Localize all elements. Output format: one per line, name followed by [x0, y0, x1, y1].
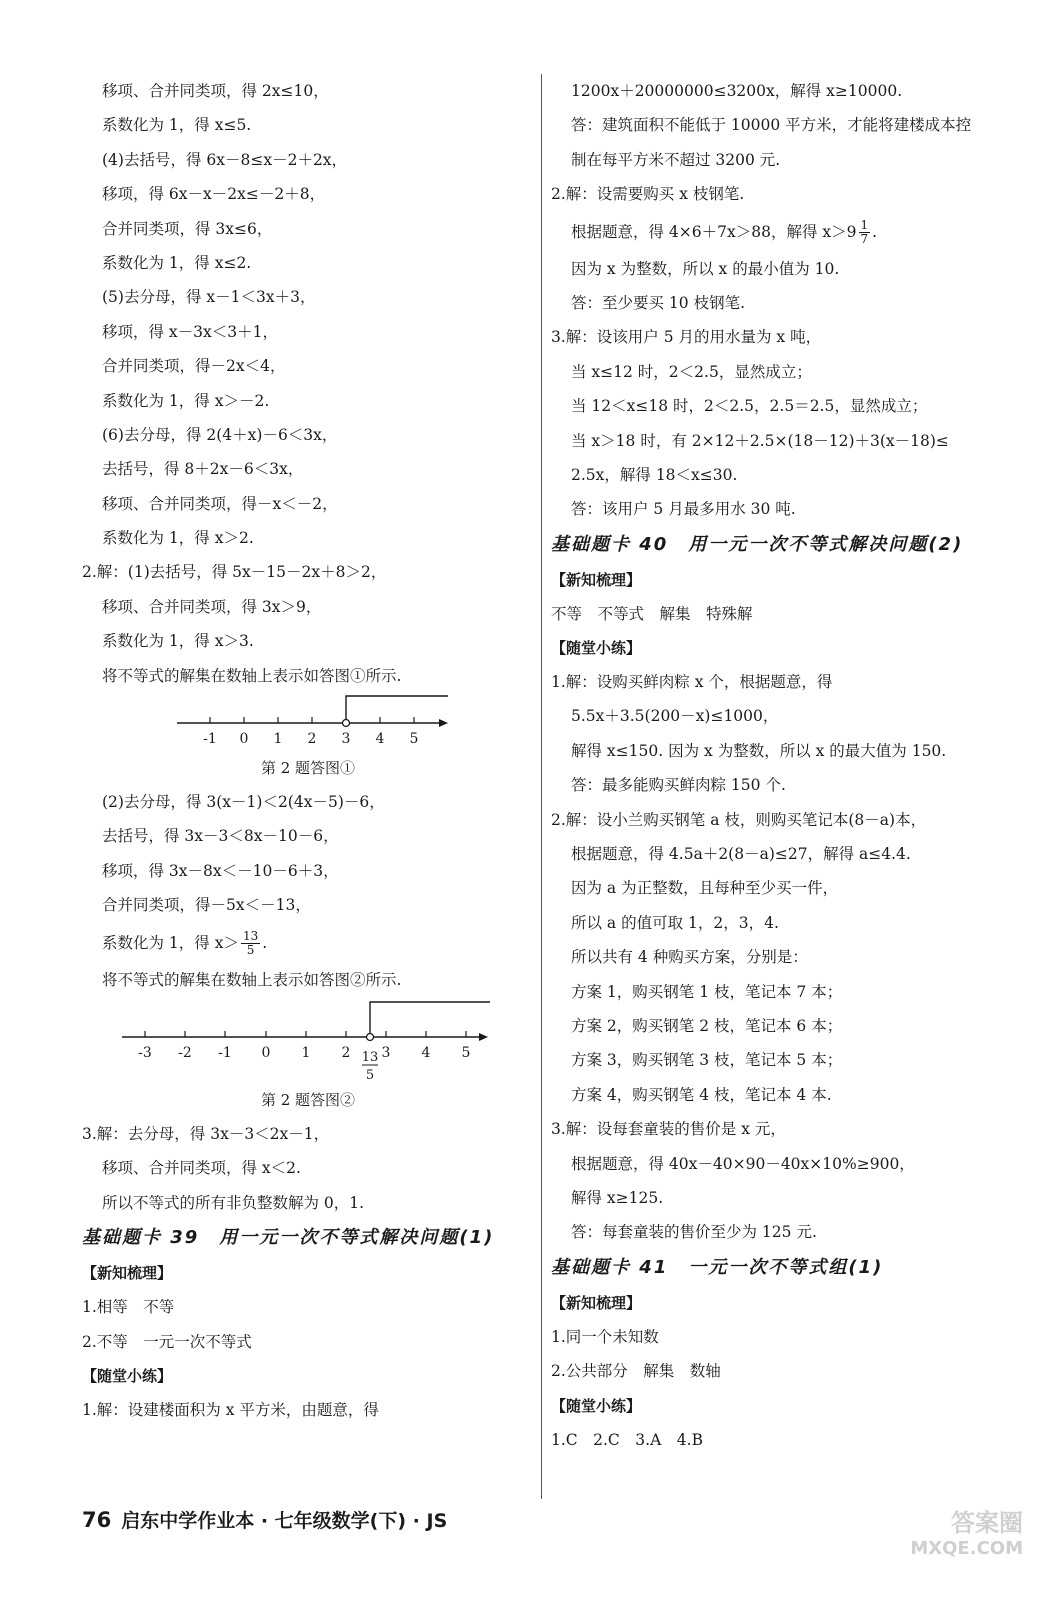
- text-line: 制在每平方米不超过 3200 元.: [571, 150, 781, 169]
- question-line: 3.解：设每套童装的售价是 x 元，: [551, 1120, 786, 1139]
- subsection-label: 【新知梳理】: [82, 1264, 173, 1283]
- section-heading-41: 基础题卡 41 一元一次不等式组(1): [551, 1256, 884, 1278]
- text-line: 1.C 2.C 3.A 4.B: [551, 1430, 703, 1449]
- text-line: 2.公共部分 解集 数轴: [551, 1362, 721, 1381]
- tick-label: 1: [301, 1044, 311, 1061]
- subsection-label: 【随堂小练】: [551, 1396, 642, 1415]
- text-line: 移项、合并同类项，得 3x＞9，: [102, 597, 322, 616]
- open-endpoint-icon: [343, 720, 350, 727]
- text-line: 根据题意，得 40x－40×90－40x×10%≥900，: [571, 1154, 915, 1173]
- fraction-prefix: 系数化为 1，得 x＞: [102, 933, 239, 952]
- text-line: 移项、合并同类项，得 x＜2.: [102, 1159, 301, 1178]
- fraction: [241, 930, 260, 957]
- tick-label: 4: [375, 731, 385, 748]
- watermark-logo: [910, 1510, 1023, 1562]
- left-q2b: [82, 785, 534, 997]
- tick-label: 3: [381, 1044, 391, 1061]
- text-line: 1.相等 不等: [82, 1298, 175, 1317]
- tick-label: 3: [341, 731, 351, 748]
- text-line: 当 x≤12 时，2＜2.5，显然成立；: [571, 362, 812, 381]
- text-line: 系数化为 1，得 x≤2.: [102, 253, 252, 272]
- text-line: 当 12＜x≤18 时，2＜2.5，2.5＝2.5，显然成立；: [571, 397, 928, 416]
- fraction-suffix: .: [872, 222, 878, 241]
- watermark-url: MXQE.COM: [910, 1538, 1023, 1559]
- tick-marks: [145, 1031, 466, 1037]
- text-line: 答：最多能购买鲜肉粽 150 个.: [571, 776, 786, 795]
- text-line: (4)去括号，得 6x－8≤x－2＋2x，: [102, 150, 348, 169]
- fraction-prefix: 根据题意，得 4×6＋7x＞88，解得 x＞9: [571, 222, 857, 241]
- fraction-line: [551, 212, 1021, 252]
- text-line: 将不等式的解集在数轴上表示如答图②所示.: [102, 970, 402, 989]
- text-line: 移项，得 3x－8x＜－10－6＋3，: [102, 861, 339, 880]
- watermark-text: 答案圈: [951, 1509, 1023, 1537]
- fraction-line: [82, 923, 534, 963]
- question-line: 1.解：设购买鲜肉粽 x 个，根据题意，得: [551, 673, 833, 692]
- fraction: [859, 219, 871, 246]
- tick-label: -1: [203, 731, 217, 748]
- text-line: 去括号，得 8＋2x－6＜3x，: [102, 460, 304, 479]
- tick-label: 0: [261, 1044, 271, 1061]
- tick-label: 5: [409, 731, 419, 748]
- page-footer: [82, 1506, 447, 1533]
- book-title: 启东中学作业本 · 七年级数学(下) · JS: [121, 1510, 448, 1532]
- text-line: 所以 a 的值可取 1，2，3，4.: [571, 913, 779, 932]
- text-line: 方案 3，购买钢笔 3 枝，笔记本 5 本；: [571, 1051, 843, 1070]
- text-line: 合并同类项，得－5x＜－13，: [102, 896, 311, 915]
- text-line: 答：该用户 5 月最多用水 30 吨.: [571, 500, 796, 519]
- text-line: 5.5x＋3.5(200－x)≤1000，: [571, 707, 779, 726]
- question-line: 2.解：(1)去括号，得 5x－15－2x＋8＞2，: [82, 563, 387, 582]
- text-line: 1200x＋20000000≤3200x，解得 x≥10000.: [571, 82, 903, 100]
- text-line: 答：至少要买 10 枝钢笔.: [571, 293, 746, 312]
- text-line: (5)去分母，得 x－1＜3x＋3，: [102, 288, 316, 307]
- text-line: 移项，得 x－3x＜3＋1，: [102, 322, 278, 341]
- fraction-numerator: 13: [242, 929, 259, 944]
- section-heading-40: 基础题卡 40 用一元一次不等式解决问题(2): [551, 533, 964, 555]
- text-line: 当 x＞18 时，有 2×12＋2.5×(18－12)＋3(x－18)≤: [571, 431, 949, 450]
- subsection-label: 【随堂小练】: [82, 1366, 173, 1385]
- question-line: 2.解：设小兰购买钢笔 a 枝，则购买笔记本(8－a)本，: [551, 810, 927, 829]
- fraction-suffix: .: [262, 933, 268, 952]
- left-block-a: [82, 74, 534, 555]
- tick-marks: [210, 717, 414, 723]
- text-line: 将不等式的解集在数轴上表示如答图①所示.: [102, 666, 402, 685]
- text-line: 方案 1，购买钢笔 1 枝，笔记本 7 本；: [571, 982, 843, 1001]
- text-line: 2.5x，解得 18＜x≤30.: [571, 465, 738, 484]
- text-line: 解得 x≥125.: [571, 1188, 664, 1207]
- solution-ray: [370, 1002, 490, 1037]
- text-line: 因为 x 为整数，所以 x 的最小值为 10.: [571, 259, 840, 278]
- question-line: 3.解：去分母，得 3x－3＜2x－1，: [82, 1124, 330, 1143]
- text-line: 不等 不等式 解集 特殊解: [551, 604, 753, 623]
- text-line: 解得 x≤150. 因为 x 为整数，所以 x 的最大值为 150.: [571, 741, 947, 760]
- axis-arrow-icon: [479, 1033, 488, 1041]
- tick-label: -1: [218, 1044, 232, 1061]
- text-line: (6)去分母，得 2(4＋x)－6＜3x，: [102, 425, 338, 444]
- text-line: 移项、合并同类项，得－x＜－2，: [102, 494, 338, 513]
- right-column: [551, 74, 1021, 1457]
- text-line: 答：建筑面积不能低于 10000 平方米，才能将建楼成本控: [571, 116, 972, 135]
- fraction-denominator: 7: [860, 232, 869, 247]
- text-line: 1.同一个未知数: [551, 1327, 659, 1346]
- fraction-numerator: 1: [860, 218, 869, 233]
- figure-caption: 第 2 题答图①: [260, 759, 356, 778]
- text-line: (2)去分母，得 3(x－1)＜2(4x－5)－6，: [102, 793, 385, 812]
- number-line-figure-2: [82, 997, 534, 1083]
- left-q3: [82, 1117, 534, 1220]
- text-line: 系数化为 1，得 x≤5.: [102, 116, 252, 135]
- tick-label: -2: [178, 1044, 192, 1061]
- question-line: 1.解：设建楼面积为 x 平方米，由题意，得: [82, 1400, 379, 1419]
- column-divider: [541, 74, 542, 1499]
- question-line: 3.解：设该用户 5 月的用水量为 x 吨，: [551, 328, 822, 347]
- text-line: 系数化为 1，得 x＞－2.: [102, 391, 270, 410]
- text-line: 所以不等式的所有非负整数解为 0，1.: [102, 1193, 365, 1212]
- text-line: 合并同类项，得－2x＜4，: [102, 357, 286, 376]
- text-line: 2.不等 一元一次不等式: [82, 1332, 252, 1351]
- tick-label: 2: [307, 731, 317, 748]
- text-line: 去括号，得 3x－3＜8x－10－6，: [102, 827, 339, 846]
- text-line: 合并同类项，得 3x≤6，: [102, 219, 273, 238]
- text-line: 因为 a 为正整数，且每种至少买一件，: [571, 879, 839, 898]
- subsection-label: 【新知梳理】: [551, 1293, 642, 1312]
- left-column: [82, 74, 534, 1427]
- text-line: 移项、合并同类项，得 2x≤10，: [102, 82, 329, 100]
- endpoint-fraction-den: 5: [365, 1067, 375, 1083]
- text-line: 移项，得 6x－x－2x≤－2＋8，: [102, 185, 326, 204]
- tick-label: 4: [421, 1044, 431, 1061]
- text-line: 方案 2，购买钢笔 2 枝，笔记本 6 本；: [571, 1016, 843, 1035]
- number-line-figure-1: [82, 693, 534, 751]
- section-heading-39: 基础题卡 39 用一元一次不等式解决问题(1): [82, 1227, 495, 1249]
- text-line: 根据题意，得 4.5a＋2(8－a)≤27，解得 a≤4.4.: [571, 845, 911, 864]
- tick-label: 0: [239, 731, 249, 748]
- fraction-denominator: 5: [246, 943, 255, 958]
- question-line: 2.解：设需要购买 x 枝钢笔.: [551, 185, 745, 204]
- text-line: 所以共有 4 种购买方案，分别是：: [571, 948, 808, 967]
- tick-label: 2: [341, 1044, 351, 1061]
- tick-label: 1: [273, 731, 283, 748]
- subsection-label: 【新知梳理】: [551, 570, 642, 589]
- figure-caption: 第 2 题答图②: [260, 1090, 356, 1109]
- solution-ray: [346, 696, 448, 723]
- tick-label: 5: [461, 1044, 471, 1061]
- tick-label: -3: [138, 1044, 152, 1061]
- text-line: 系数化为 1，得 x＞3.: [102, 632, 254, 651]
- text-line: 方案 4，购买钢笔 4 枝，笔记本 4 本.: [571, 1085, 832, 1104]
- open-endpoint-icon: [367, 1033, 374, 1040]
- left-q2: [82, 555, 534, 693]
- page-number: 76: [82, 1508, 112, 1532]
- endpoint-fraction-num: 13: [361, 1049, 379, 1065]
- text-line: 答：每套童装的售价至少为 125 元.: [571, 1223, 817, 1242]
- axis-arrow-icon: [439, 719, 448, 727]
- subsection-label: 【随堂小练】: [551, 639, 642, 658]
- text-line: 系数化为 1，得 x＞2.: [102, 529, 254, 548]
